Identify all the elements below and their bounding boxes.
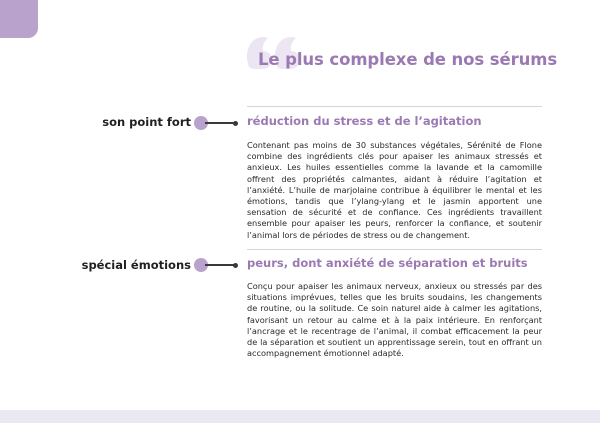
section-body: Conçu pour apaiser les animaux nerveux, anxieux ou stressés par des situations imprévues, telles que les bruits soudains, les changements de routine, ou la solitude. Ce soin naturel aide à calmer les agitations, favorisant un retour au calme et à la paix intérieure. En renforçant l’ancrage et le recentrage de l’animal, il combat efficacement la peur de la séparation et soutient un apprentissage serein, tout en offrant un accompagnement émotionnel adapté. xyxy=(247,281,542,359)
connector-line xyxy=(205,264,235,266)
connector-end-dot xyxy=(233,263,238,268)
bottom-band xyxy=(0,410,600,423)
section-heading: peurs, dont anxiété de séparation et bruits xyxy=(247,256,528,270)
section-divider xyxy=(247,106,542,107)
connector-line xyxy=(205,122,235,124)
corner-tab xyxy=(0,0,38,38)
section-label: son point fort xyxy=(102,115,191,129)
connector-end-dot xyxy=(233,121,238,126)
section-label: spécial émotions xyxy=(81,258,191,272)
page-title: Le plus complexe de nos sérums xyxy=(258,50,558,69)
section-body: Contenant pas moins de 30 substances végétales, Sérénité de Flone combine des ingrédients clés pour apaiser les animaux stressés et anxieux. Les huiles essentielles comme la lavande et la camomille offrent des propriétés calmantes, aidant à réduire l’agitation et l’anxiété. L’huile de marjolaine contribue à équilibrer le mental et les émotions, tandis que l’ylang-ylang et le jasmin apportent une sensation de sécurité et de confiance. Ces ingrédients travaillent ensemble pour apaiser les peurs, renforcer la confiance, et soutenir l’animal lors de périodes de stress ou de changement. xyxy=(247,140,542,240)
section-divider xyxy=(247,249,542,250)
section-heading: réduction du stress et de l’agitation xyxy=(247,114,482,128)
